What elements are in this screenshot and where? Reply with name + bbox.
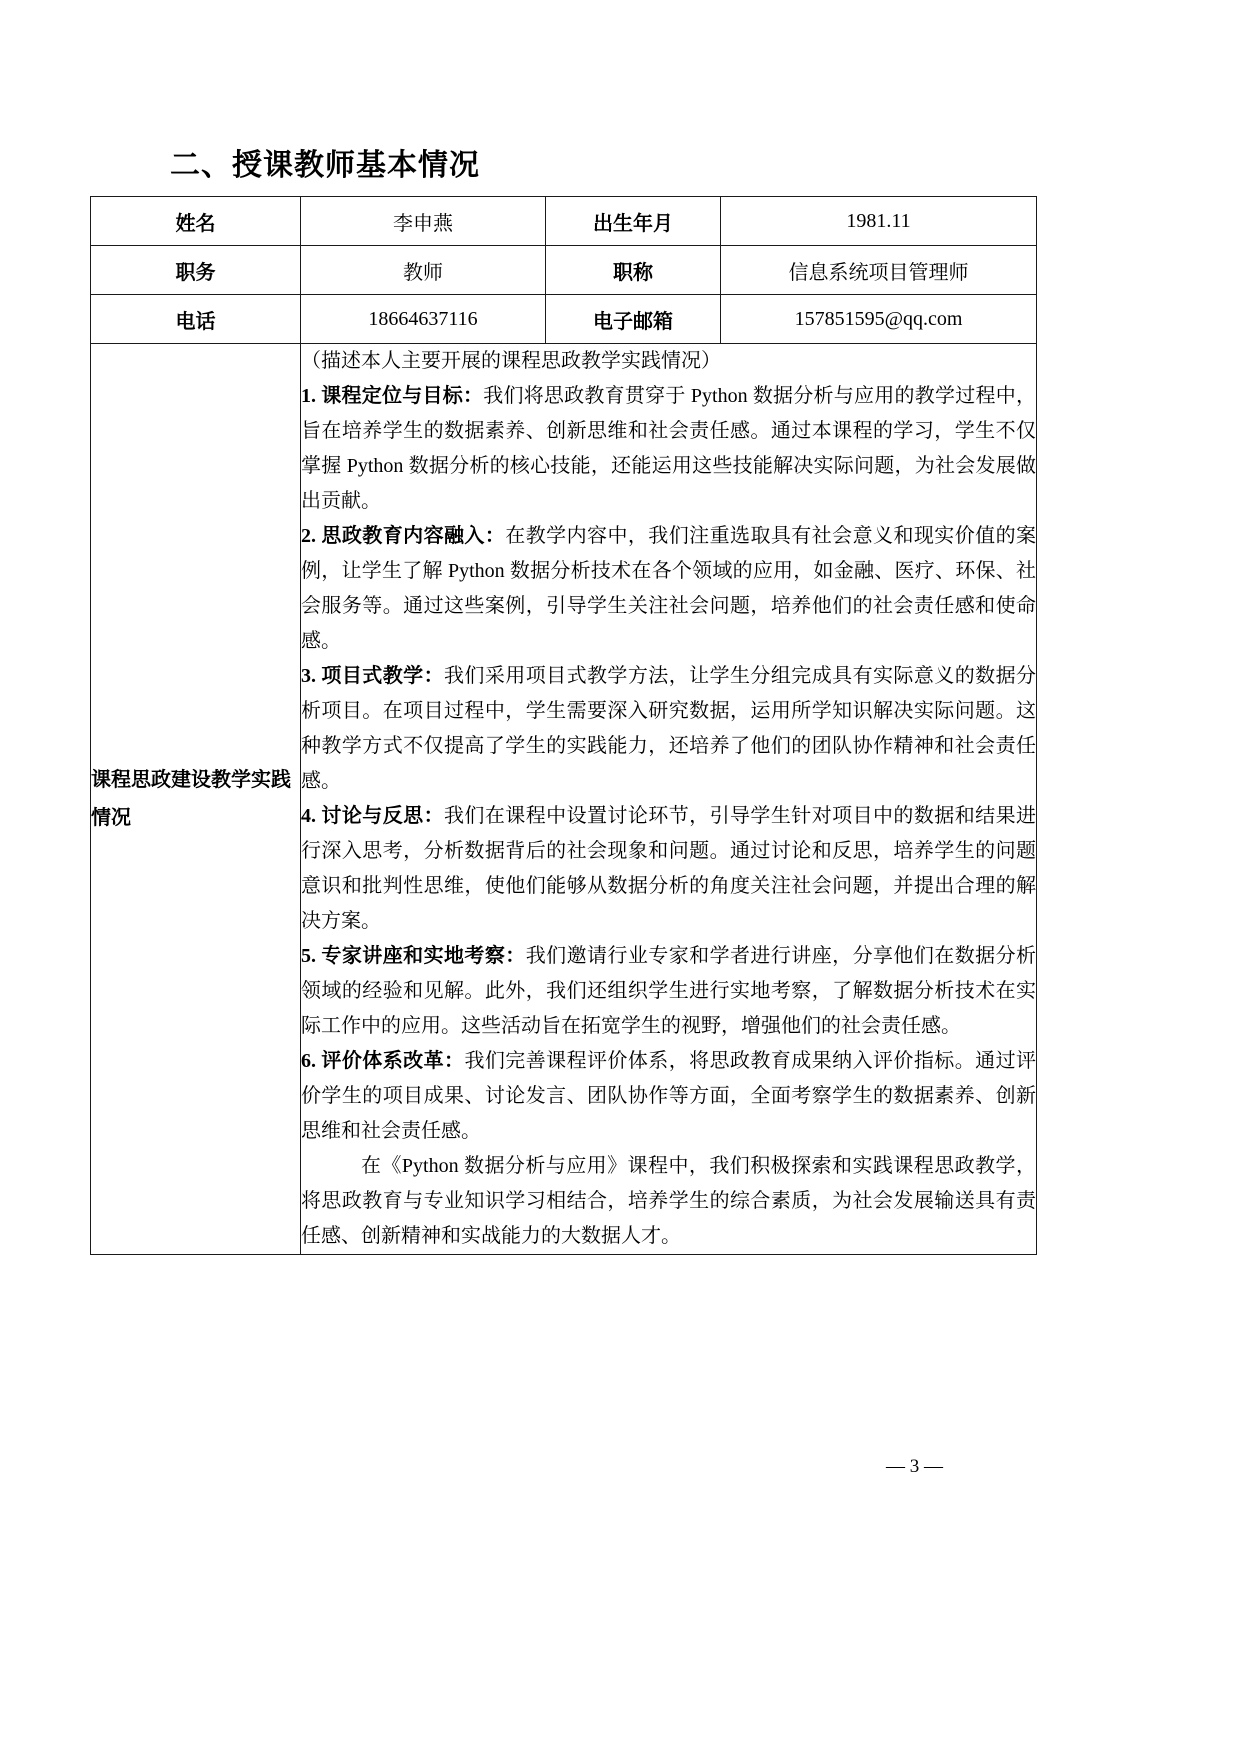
paragraph-lead: 6. 评价体系改革： (301, 1050, 465, 1072)
table-row (91, 295, 1037, 344)
practice-content (301, 344, 1036, 1254)
paragraph-lead: 2. 思政教育内容融入： (301, 525, 506, 547)
value-phone: 18664637116 (301, 295, 546, 344)
label-position: 职务 (91, 246, 301, 295)
value-position: 教师 (301, 246, 546, 295)
practice-paragraph (301, 939, 1036, 1044)
paragraph-text: 我们将思政教育贯穿于 Python 数据分析与应用的教学过程中，旨在培养学生的数据素养、创新思维和社会责任感。通过本课程的学习，学生不仅掌握 Python 数据分析的核心技能，还能运用这些技能解决实际问题，为社会发展做出贡献。 (301, 385, 1036, 512)
table-row-practice (91, 344, 1037, 1255)
paragraph-lead: 4. 讨论与反思： (301, 805, 444, 827)
paragraph-lead: 5. 专家讲座和实地考察： (301, 945, 526, 967)
practice-closing: 在《Python 数据分析与应用》课程中，我们积极探索和实践课程思政教学，将思政教育与专业知识学习相结合，培养学生的综合素质，为社会发展输送具有责任感、创新精神和实战能力的大数据人才。 (301, 1155, 1036, 1247)
label-phone: 电话 (91, 295, 301, 344)
table-row (91, 197, 1037, 246)
value-birth: 1981.11 (721, 197, 1037, 246)
practice-intro: （描述本人主要开展的课程思政教学实践情况） (301, 350, 721, 372)
practice-paragraph (301, 659, 1036, 799)
paragraph-lead: 1. 课程定位与目标： (301, 385, 484, 407)
paragraph-text: 我们在课程中设置讨论环节，引导学生针对项目中的数据和结果进行深入思考，分析数据背后的社会现象和问题。通过讨论和反思，培养学生的问题意识和批判性思维，使他们能够从数据分析的角度关注社会问题，并提出合理的解决方案。 (301, 805, 1036, 932)
paragraph-lead: 3. 项目式教学： (301, 665, 444, 687)
teacher-info-table (90, 196, 1037, 1255)
practice-paragraph (301, 799, 1036, 939)
practice-paragraph (301, 379, 1036, 519)
label-birth: 出生年月 (546, 197, 721, 246)
section-title: 二、授课教师基本情况 (170, 149, 480, 182)
practice-paragraph (301, 1044, 1036, 1149)
value-name: 李申燕 (301, 197, 546, 246)
label-email: 电子邮箱 (546, 295, 721, 344)
value-title: 信息系统项目管理师 (721, 246, 1037, 295)
label-title: 职称 (546, 246, 721, 295)
paragraph-text: 在教学内容中，我们注重选取具有社会意义和现实价值的案例，让学生了解 Python 数据分析技术在各个领域的应用，如金融、医疗、环保、社会服务等。通过这些案例，引导学生关注社会问题，培养他们的社会责任感和使命感。 (301, 525, 1037, 652)
value-email: 157851595@qq.com (721, 295, 1037, 344)
practice-content-cell (301, 344, 1037, 1255)
table-row (91, 246, 1037, 295)
label-practice: 课程思政建设教学实践情况 (91, 344, 301, 1255)
label-name: 姓名 (91, 197, 301, 246)
paragraph-text: 我们采用项目式教学方法，让学生分组完成具有实际意义的数据分析项目。在项目过程中，学生需要深入研究数据，运用所学知识解决实际问题。这种教学方式不仅提高了学生的实践能力，还培养了他们的团队协作精神和社会责任感。 (301, 665, 1036, 792)
paragraph-text: 我们邀请行业专家和学者进行讲座，分享他们在数据分析领域的经验和见解。此外，我们还组织学生进行实地考察，了解数据分析技术在实际工作中的应用。这些活动旨在拓宽学生的视野，增强他们的社会责任感。 (301, 945, 1037, 1037)
page-number: — 3 — (886, 1456, 943, 1477)
practice-paragraph (301, 519, 1036, 659)
paragraph-text: 我们完善课程评价体系，将思政教育成果纳入评价指标。通过评价学生的项目成果、讨论发言、团队协作等方面，全面考察学生的数据素养、创新思维和社会责任感。 (301, 1050, 1037, 1142)
